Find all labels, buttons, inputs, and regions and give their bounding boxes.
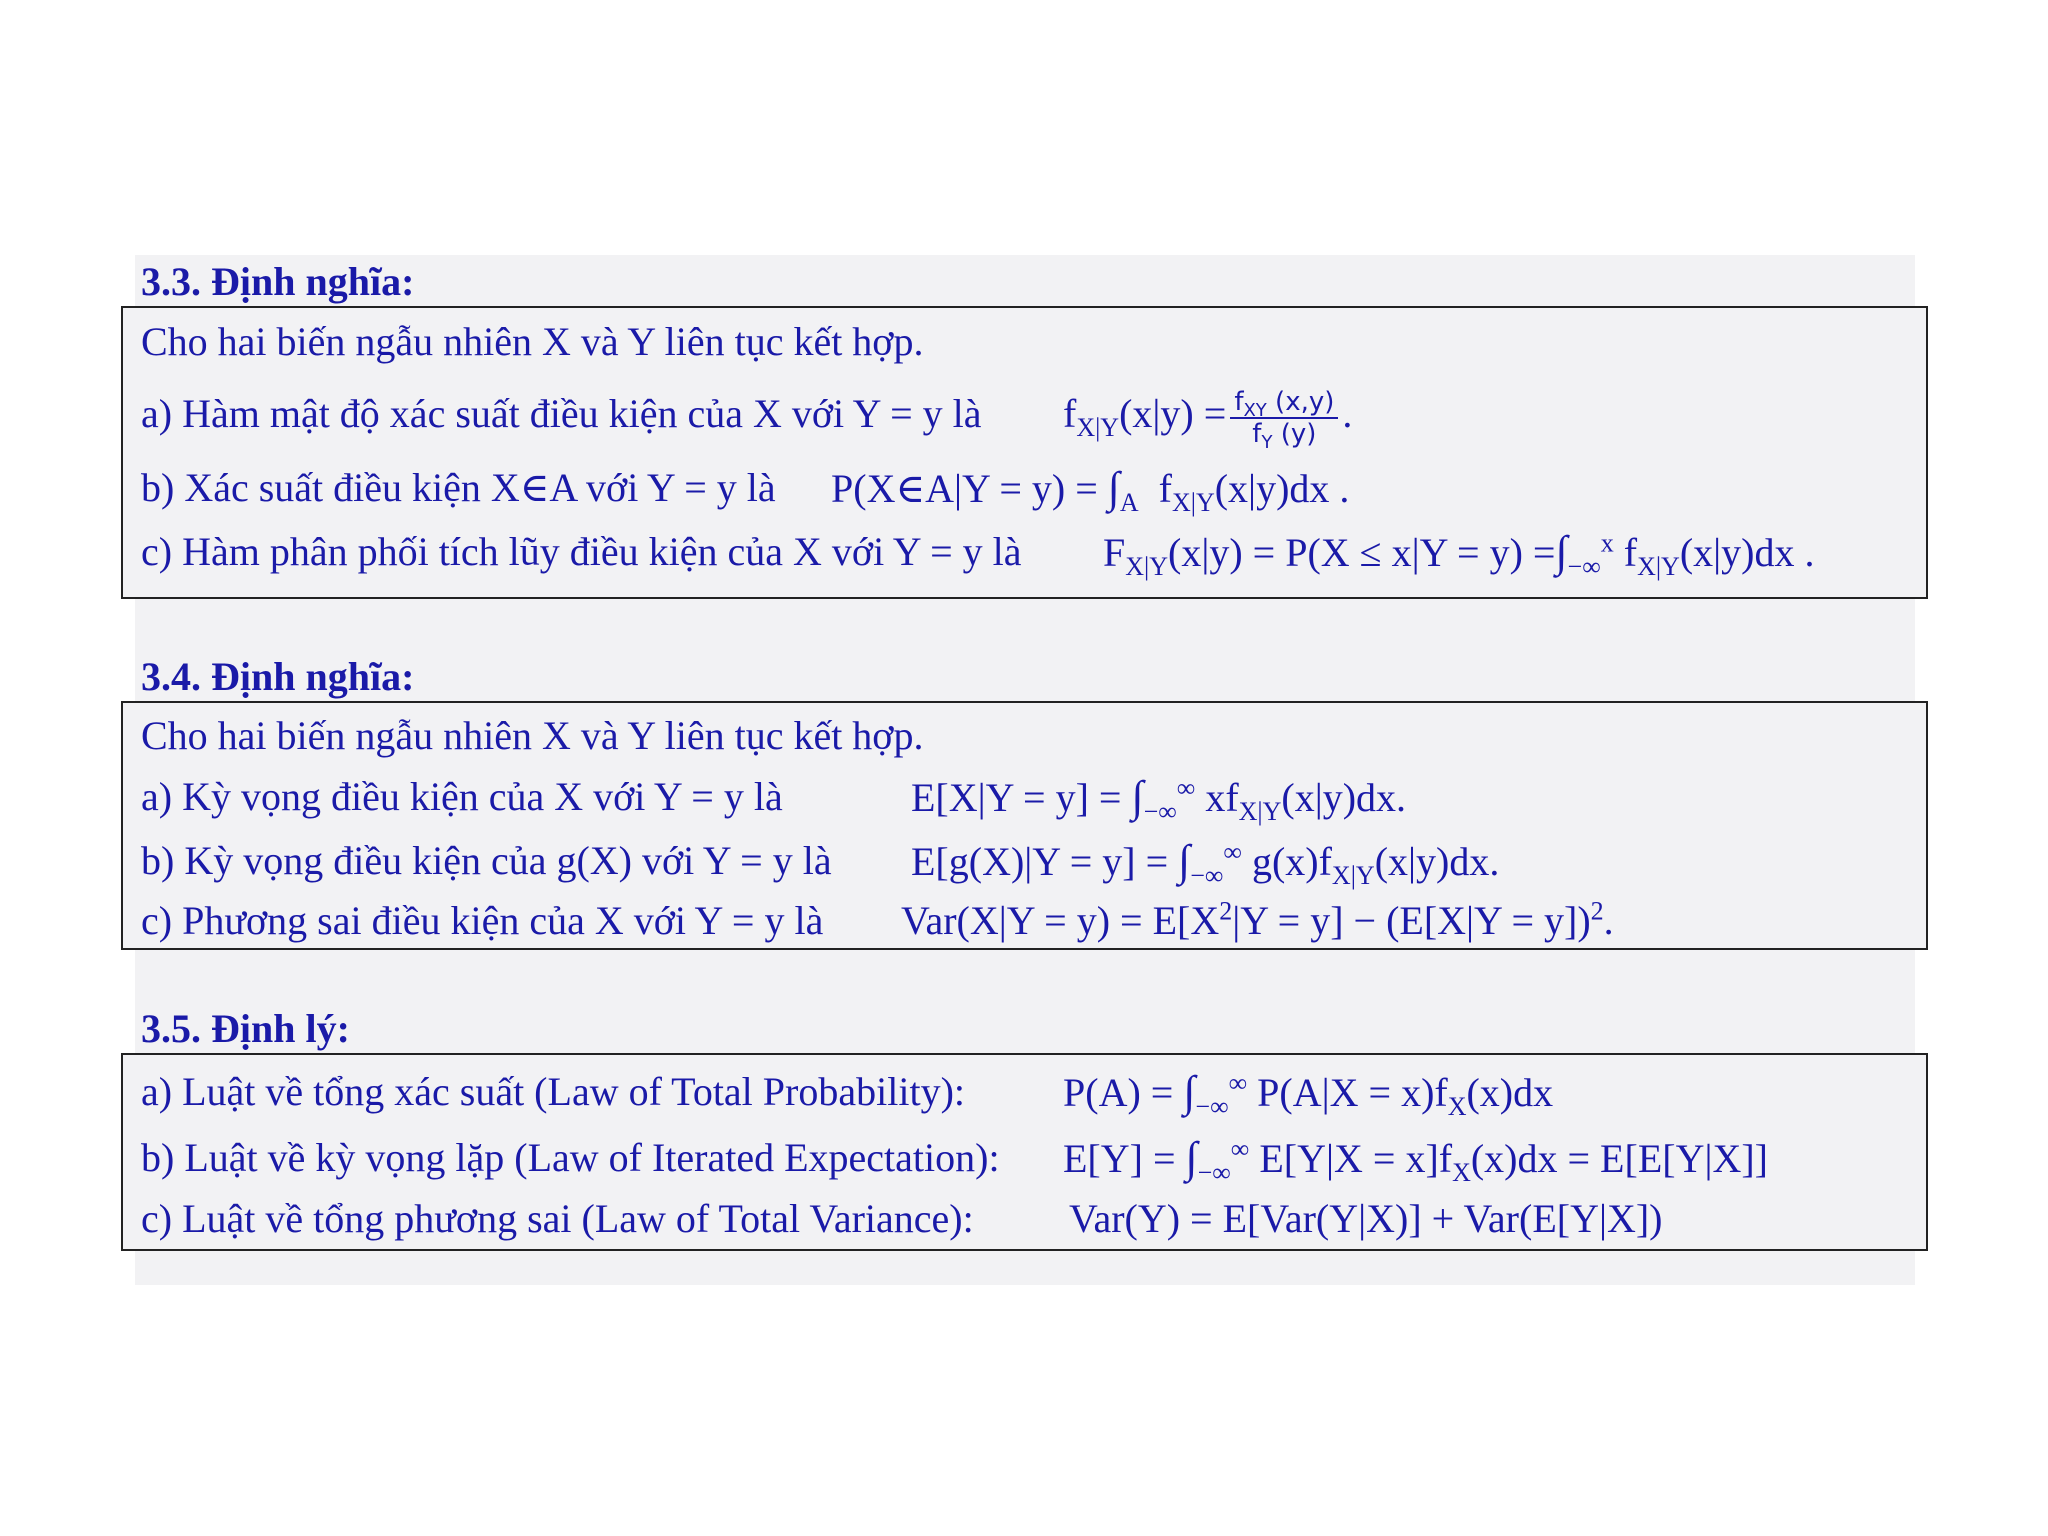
line-label: a) Hàm mật độ xác suất điều kiện của X với Y = y là [141,391,982,436]
definition-box [121,701,1928,950]
definition-line-b [141,829,1908,893]
line-label: b) Xác suất điều kiện X∈A với Y = y là [141,465,776,510]
line-label: a) Kỳ vọng điều kiện của X với Y = y là [141,774,783,819]
theorem-line-b [141,1125,1908,1191]
conditional-expectation-g-formula: $E[g(X)|Y = y] = \int_{-\infty}^\infty$ $g(x)f_{X|Y}(x|y)dx$. [911,836,1500,890]
total-probability-formula: $P(A) = \int_{-\infty}^\infty$ $P(A|X = x)f_X(x)dx$ [1063,1067,1554,1121]
line-label: Cho hai biến ngẫu nhiên X và Y liên tục kết hợp. [141,713,924,758]
line-label: c) Luật về tổng phương sai (Law of Total Variance): [141,1196,974,1241]
line-label: Cho hai biến ngẫu nhiên X và Y liên tục kết hợp. [141,319,924,364]
conditional-probability-formula: P(X∈A|Y = $y) = \int_A$ $f_{X|Y}(x|y)dx$ . [831,463,1350,517]
section-heading: 3.5. Định lý: [141,1006,350,1051]
definition-line-b [141,456,1908,520]
section-definition-3-4 [121,653,1928,950]
conditional-variance-formula: $Var(X|Y = y) = E[X^2|Y = y] - (E[X|Y = y])^2$. [901,896,1614,943]
theorem-line-c [141,1191,1908,1247]
definition-box [121,306,1928,599]
theorem-box [121,1053,1928,1251]
section-heading: 3.4. Định nghĩa: [141,654,415,699]
fraction: $\frac{f_{XY} (x,y)}{f_Y (y)}$ [1230,387,1338,449]
line-label: c) Hàm phân phối tích lũy điều kiện của X với Y = y là [141,529,1022,574]
section-definition-3-3 [121,258,1928,599]
definition-line-c [141,893,1908,949]
conditional-density-formula: $f_{X|Y}(x|y)$ = $\frac{f_{XY} (x,y)}{f_Y (y)}$ . [1063,386,1353,453]
intro-line [141,707,1908,765]
section-theorem-3-5 [121,1005,1928,1251]
line-label: a) Luật về tổng xác suất (Law of Total Probability): [141,1069,966,1114]
conditional-expectation-formula: $E[X|Y = y] = \int_{-\infty}^\infty$ $xf_{X|Y}(x|y)dx$. [911,772,1407,826]
definition-line-a [141,765,1908,829]
theorem-line-a [141,1059,1908,1125]
iterated-expectation-formula: $E[Y] = \int_{-\infty}^\infty$ $E[Y|X = x]f_X(x)dx = E[E[Y|X]]$ [1063,1133,1768,1187]
definition-line-a [141,372,1908,456]
intro-line [141,312,1908,372]
conditional-cdf-formula: $F_{X|Y}(x|y) = P(X \le x|Y = y) =\int_{-\infty}^x$ $f_{X|Y}(x|y)dx$ . [1103,527,1815,581]
section-heading: 3.3. Định nghĩa: [141,259,415,304]
line-label: c) Phương sai điều kiện của X với Y = y là [141,898,824,943]
line-label: b) Luật về kỳ vọng lặp (Law of Iterated Expectation): [141,1135,1000,1180]
definition-line-c [141,520,1908,584]
total-variance-formula: Var(Y) = E[Var(Y|X)] + Var(E[Y|X]) [1069,1196,1663,1241]
line-label: b) Kỳ vọng điều kiện của g(X) với Y = y là [141,838,832,883]
